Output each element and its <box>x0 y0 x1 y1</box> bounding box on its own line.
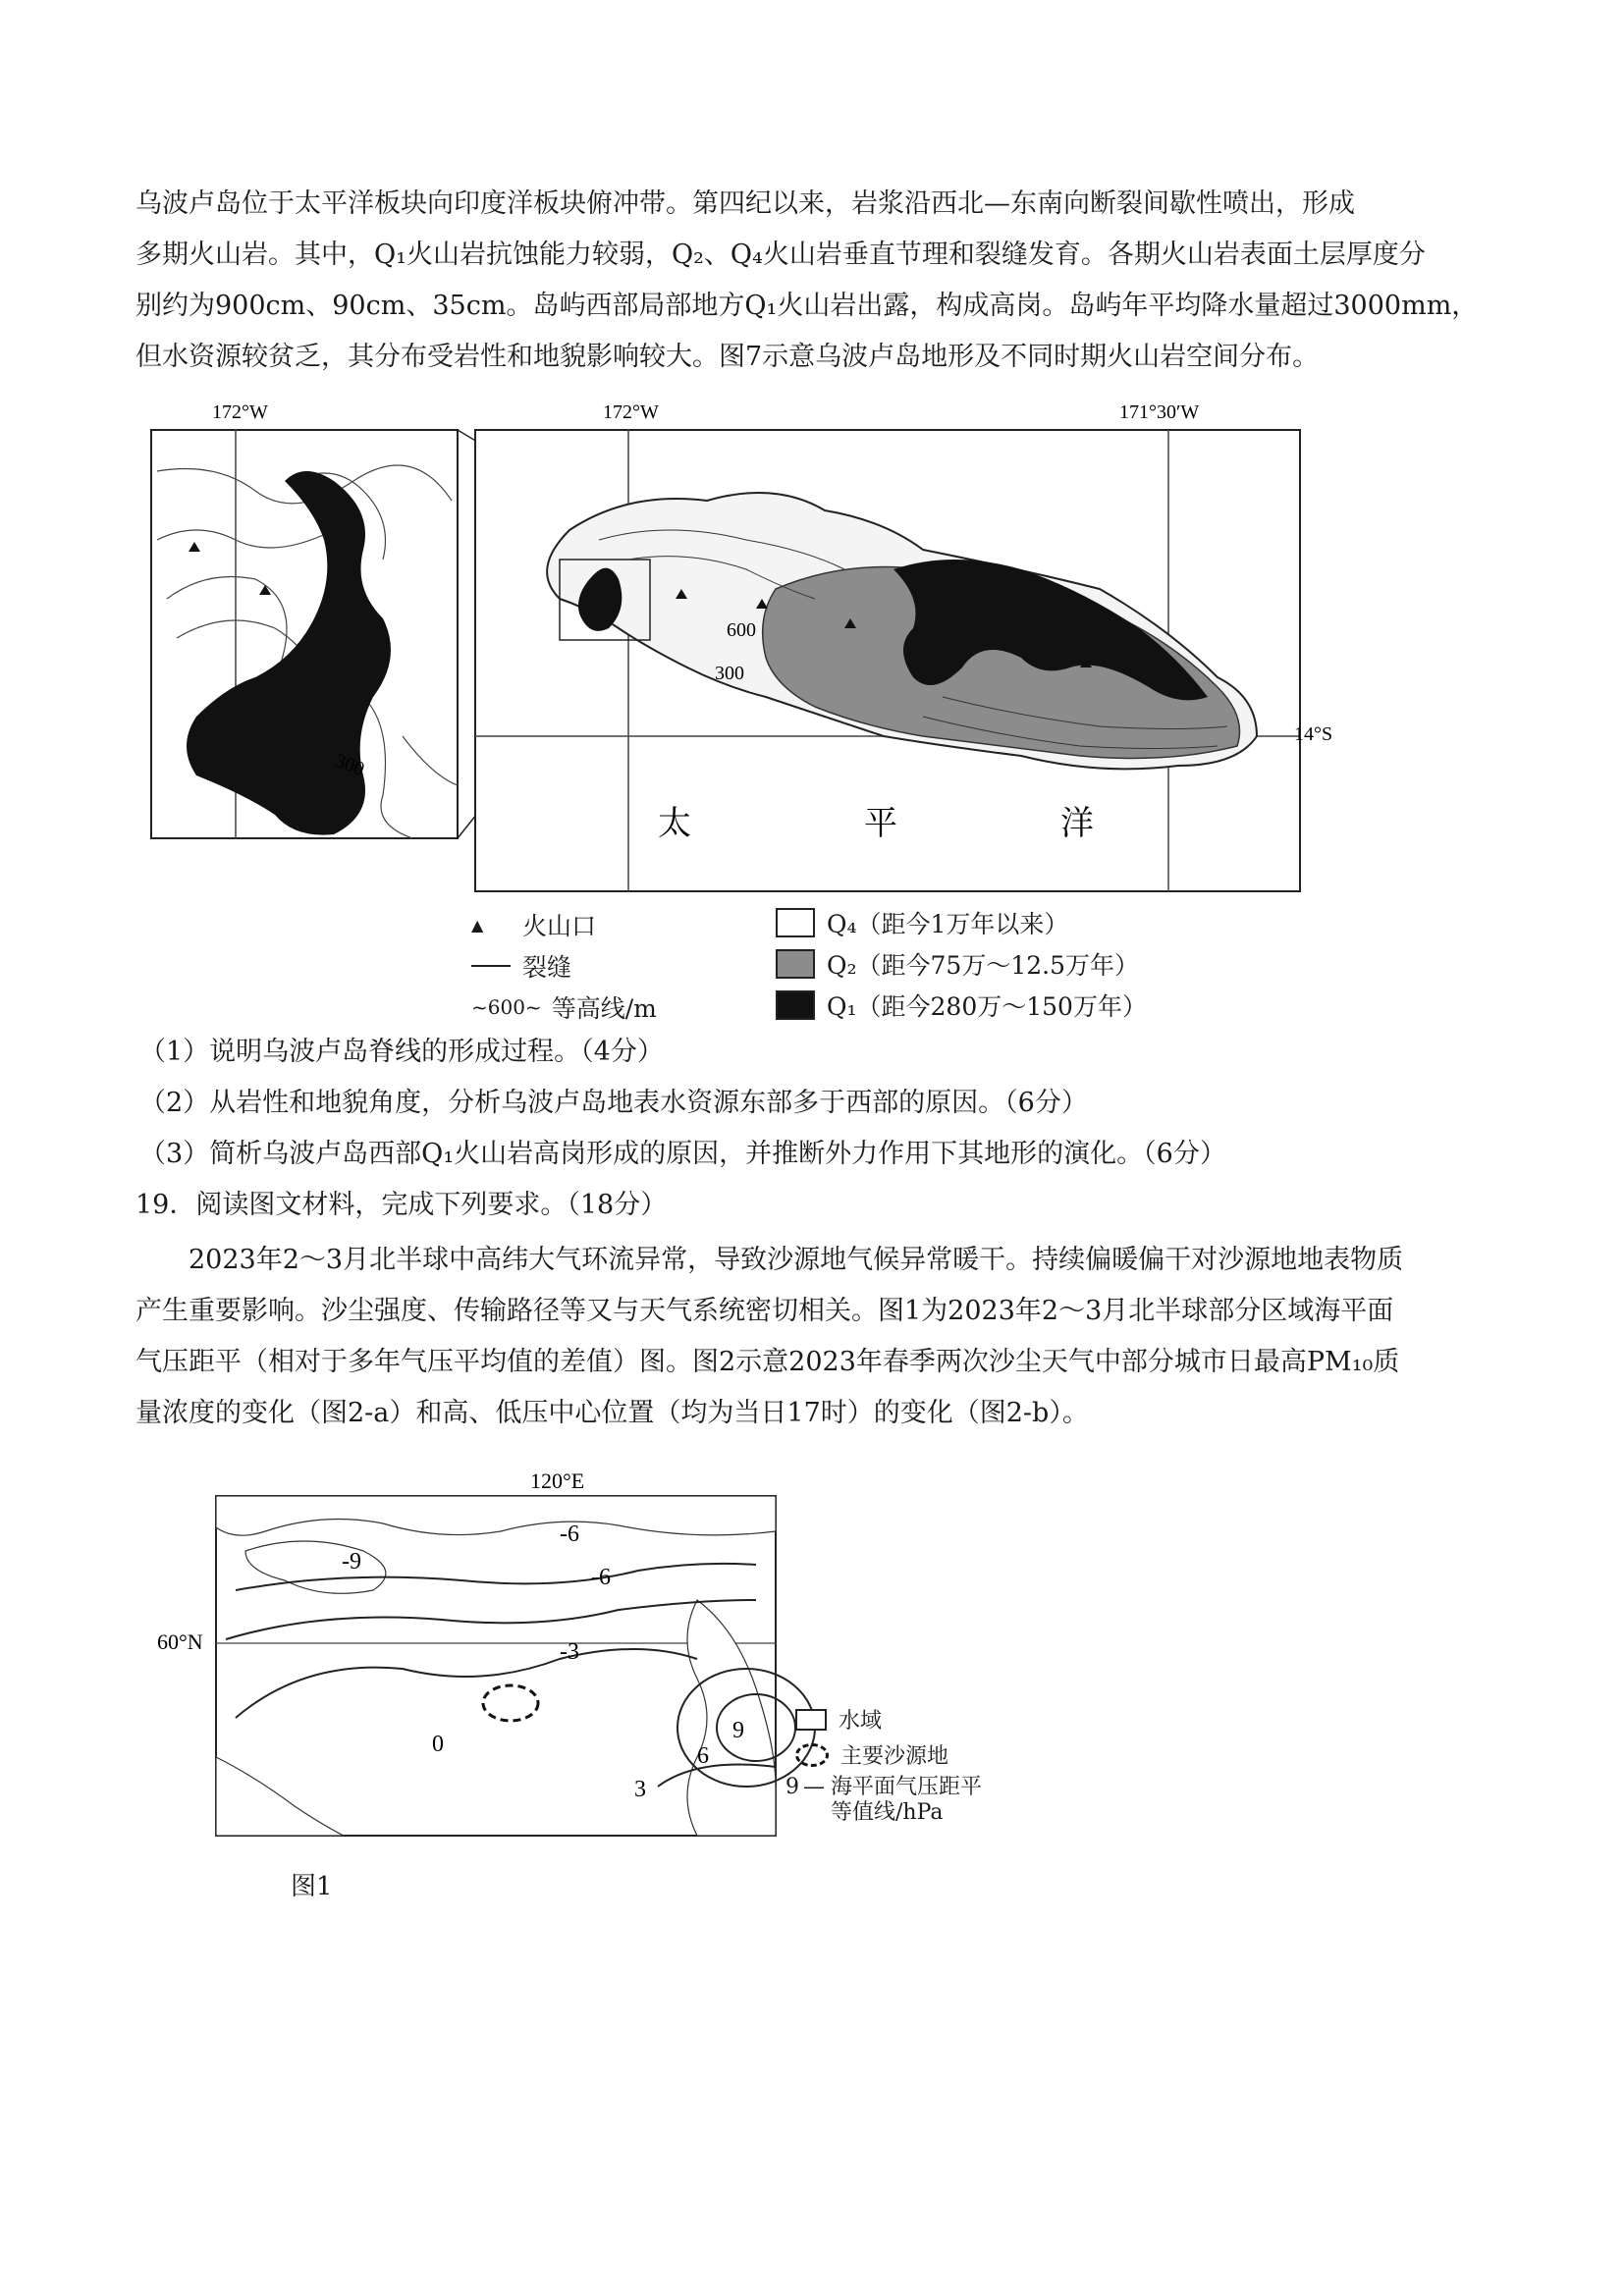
question-1: （1）说明乌波卢岛脊线的形成过程。（4分） <box>139 1037 664 1067</box>
passage1-line1: 乌波卢岛位于太平洋板块向印度洋板块俯冲带。第四纪以来，岩浆沿西北—东南向断裂间歇性喷出，形成 <box>135 188 1355 219</box>
figure7-map <box>137 401 1333 1021</box>
dashed-ellipse-icon <box>795 1743 829 1767</box>
iso-label: -9 <box>342 1549 361 1575</box>
q4-swatch <box>776 908 815 937</box>
legend-crater: ▲ 火山口 <box>471 912 597 940</box>
contour-label-600: 600 <box>727 619 756 641</box>
figure1-lon-label: 120°E <box>530 1468 585 1493</box>
q19-line3: 气压距平（相对于多年气压平均值的差值）图。图2示意2023年春季两次沙尘天气中部分城市日最高PM₁₀质 <box>135 1347 1400 1377</box>
q2-swatch <box>776 949 815 979</box>
contour-label-300: 300 <box>715 663 744 684</box>
crater-icon: ▲ <box>471 915 484 934</box>
question-19-title: 19．阅读图文材料，完成下列要求。（18分） <box>135 1190 668 1220</box>
iso-label: -3 <box>560 1639 579 1665</box>
main-lon-label-2: 171°30′W <box>1119 401 1200 423</box>
ocean-label-2: 平 <box>864 806 897 842</box>
legend-isobar: 9 — 海平面气压距平 等值线/hPa <box>785 1775 983 1825</box>
inset-contour-label: 300 <box>332 750 368 780</box>
q19-line1: 2023年2～3月北半球中高纬大气环流异常，导致沙源地气候异常暖干。持续偏暖偏干对沙源地地表物质 <box>189 1245 1404 1275</box>
question-3: （3）简析乌波卢岛西部Q₁火山岩高岗形成的原因，并推断外力作用下其地形的演化。（6分） <box>139 1139 1226 1169</box>
water-swatch <box>795 1709 827 1731</box>
ocean-label-1: 太 <box>658 806 691 842</box>
figure1-lat-label: 60°N <box>157 1629 203 1654</box>
iso-label: 9 <box>732 1718 744 1743</box>
fault-line-icon <box>471 965 511 967</box>
main-lon-label-1: 172°W <box>603 401 659 423</box>
legend-q2: Q₂（距今75万～12.5万年） <box>776 946 1139 982</box>
legend-q1: Q₁（距今280万～150万年） <box>776 988 1147 1023</box>
q19-line2: 产生重要影响。沙尘强度、传输路径等又与天气系统密切相关。图1为2023年2～3月北半球部分区域海平面 <box>135 1296 1394 1326</box>
iso-label: -6 <box>560 1522 579 1547</box>
legend-sand-source: 主要沙源地 <box>795 1739 948 1770</box>
inset-lon-label: 172°W <box>212 401 268 423</box>
legend-water: 水域 <box>795 1704 882 1735</box>
iso-label: 6 <box>697 1743 709 1769</box>
passage1-line3: 别约为900cm、90cm、35cm。岛屿西部局部地方Q₁火山岩出露，构成高岗。岛屿年平均降水量超过3000mm， <box>135 291 1479 321</box>
figure7 <box>137 401 1333 1023</box>
ocean-label-3: 洋 <box>1060 806 1094 842</box>
figure1-caption: 图1 <box>291 1872 333 1901</box>
iso-label: 0 <box>432 1732 444 1757</box>
passage1-line4: 但水资源较贫乏，其分布受岩性和地貌影响较大。图7示意乌波卢岛地形及不同时期火山岩空间分布。 <box>135 342 1320 372</box>
legend-fault: 裂缝 <box>471 948 571 984</box>
legend-contour: ~600~ 等高线/m <box>471 994 657 1023</box>
figure1 <box>147 1463 1031 1855</box>
question-2: （2）从岩性和地貌角度，分析乌波卢岛地表水资源东部多于西部的原因。（6分） <box>139 1088 1088 1118</box>
q1-swatch <box>776 990 815 1020</box>
iso-label: 3 <box>634 1777 646 1802</box>
iso-label: -6 <box>591 1565 611 1590</box>
passage1-line2: 多期火山岩。其中，Q₁火山岩抗蚀能力较弱，Q₂、Q₄火山岩垂直节理和裂缝发育。各期火山岩表面土层厚度分 <box>135 240 1426 270</box>
main-lat-label: 14°S <box>1294 723 1333 745</box>
q19-line4: 量浓度的变化（图2-a）和高、低压中心位置（均为当日17时）的变化（图2-b）。 <box>135 1398 1089 1428</box>
legend-q4: Q₄（距今1万年以来） <box>776 905 1068 940</box>
